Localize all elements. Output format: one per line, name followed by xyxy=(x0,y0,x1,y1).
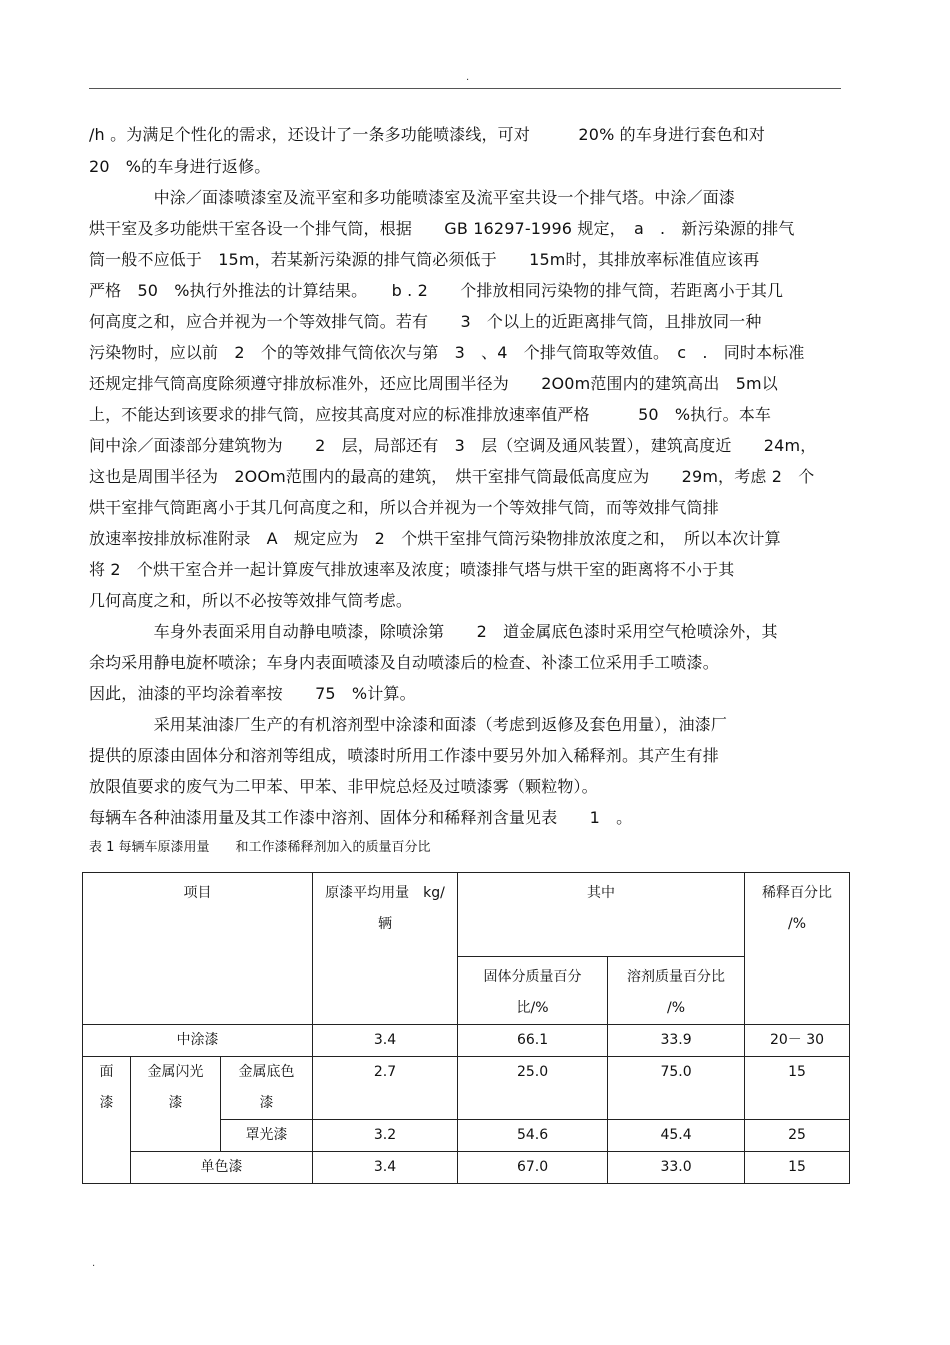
row-usage: 3.2 xyxy=(313,1120,458,1152)
header-rule xyxy=(89,88,841,89)
paragraph-line: 严格 50 %执行外推法的计算结果。 b . 2 个排放相同污染物的排气筒，若距离小于其几 xyxy=(89,281,784,300)
row-usage: 2.7 xyxy=(313,1057,458,1120)
header-solid: 固体分质量百分 比/% xyxy=(458,957,608,1025)
paragraph-line: 烘干室及多功能烘干室各设一个排气筒，根据 GB 16297-1996 规定， a . 新污染源的排气 xyxy=(89,219,795,238)
paragraph-line: 上，不能达到该要求的排气筒，应按其高度对应的标准排放速率值严格 50 %执行。本车 xyxy=(89,405,772,424)
paragraph-line: 余均采用静电旋杯喷涂；车身内表面喷漆及自动喷漆后的检查、补漆工位采用手工喷漆。 xyxy=(89,653,719,672)
paragraph-line: 提供的原漆由固体分和溶剂等组成，喷漆时所用工作漆中要另外加入稀释剂。其产生有排 xyxy=(89,746,719,765)
header-of-which: 其中 xyxy=(458,873,745,957)
row-solid: 67.0 xyxy=(458,1152,608,1184)
group-metallic: 金属闪光 漆 xyxy=(131,1057,221,1152)
paragraph-line: 20 %的车身进行返修。 xyxy=(89,157,271,176)
paragraph-line: 放限值要求的废气为二甲苯、甲苯、非甲烷总烃及过喷漆雾（颗粒物）。 xyxy=(89,777,598,796)
paragraph-line: 将 2 个烘干室合并一起计算废气排放速率及浓度；喷漆排气塔与烘干室的距离将不小于其 xyxy=(89,560,735,579)
header-dot: . xyxy=(466,72,470,83)
header-solvent: 溶剂质量百分比 /% xyxy=(608,957,745,1025)
row-solid: 66.1 xyxy=(458,1025,608,1057)
group-top-coat: 面 漆 xyxy=(83,1057,131,1184)
row-dilution: 20－ 30 xyxy=(745,1025,850,1057)
row-solvent: 33.9 xyxy=(608,1025,745,1057)
paragraph-line: 还规定排气筒高度除须遵守排放标准外，还应比周围半径为 2O0m范围内的建筑高出 5m以 xyxy=(89,374,778,393)
paint-usage-table xyxy=(82,872,850,1184)
paragraph-line: 烘干室排气筒距离小于其几何高度之和，所以合并视为一个等效排气筒，而等效排气筒排 xyxy=(89,498,719,517)
paragraph-line: 这也是周围半径为 2OOm范围内的最高的建筑， 烘干室排气筒最低高度应为 29m，考虑 2 个 xyxy=(89,467,815,486)
row-usage: 3.4 xyxy=(313,1025,458,1057)
paragraph-line: 每辆车各种油漆用量及其工作漆中溶剂、固体分和稀释剂含量见表 1 。 xyxy=(89,808,633,827)
table-caption: 表 1 每辆车原漆用量 和工作漆稀释剂加入的质量百分比 xyxy=(89,840,431,855)
paragraph-line: 采用某油漆厂生产的有机溶剂型中涂漆和面漆（考虑到返修及套色用量），油漆厂 xyxy=(89,715,728,734)
paragraph-line: 何高度之和，应合并视为一个等效排气筒。若有 3 个以上的近距离排气筒，且排放同一种 xyxy=(89,312,762,331)
row-solvent: 75.0 xyxy=(608,1057,745,1120)
paragraph-line: 间中涂／面漆部分建筑物为 2 层，局部还有 3 层（空调及通风装置），建筑高度近 24m， xyxy=(89,436,817,455)
row-solid: 25.0 xyxy=(458,1057,608,1120)
row-usage: 3.4 xyxy=(313,1152,458,1184)
paragraph-line: 车身外表面采用自动静电喷漆，除喷涂第 2 道金属底色漆时采用空气枪喷涂外，其 xyxy=(89,622,778,641)
row-solvent: 33.0 xyxy=(608,1152,745,1184)
table-row xyxy=(83,1057,850,1120)
header-usage: 原漆平均用量 kg/ 辆 xyxy=(313,873,458,1025)
table-row xyxy=(83,1152,850,1184)
row-solvent: 45.4 xyxy=(608,1120,745,1152)
header-item: 项目 xyxy=(83,873,313,1025)
row-dilution: 15 xyxy=(745,1057,850,1120)
paragraph-line: 污染物时，应以前 2 个的等效排气筒依次与第 3 、4 个排气筒取等效值。 c . 同时本标准 xyxy=(89,343,805,362)
row-name: 中涂漆 xyxy=(83,1025,313,1057)
footer-dot: . xyxy=(92,1258,96,1269)
row-name: 单色漆 xyxy=(131,1152,313,1184)
paragraph-line: 中涂／面漆喷漆室及流平室和多功能喷漆室及流平室共设一个排气塔。中涂／面漆 xyxy=(89,188,736,207)
paragraph-line: 因此，油漆的平均涂着率按 75 %计算。 xyxy=(89,684,416,703)
paragraph-line: 几何高度之和，所以不必按等效排气筒考虑。 xyxy=(89,591,413,610)
table-row xyxy=(83,1025,850,1057)
paragraph-line: 筒一般不应低于 15m，若某新污染源的排气筒必须低于 15m时，其排放率标准值应该再 xyxy=(89,250,760,269)
paragraph-line: 放速率按排放标准附录 A 规定应为 2 个烘干室排气筒污染物排放浓度之和， 所以本次计算 xyxy=(89,529,781,548)
header-dilution: 稀释百分比 /% xyxy=(745,873,850,1025)
row-dilution: 25 xyxy=(745,1120,850,1152)
row-solid: 54.6 xyxy=(458,1120,608,1152)
table-header-row xyxy=(83,873,850,957)
row-dilution: 15 xyxy=(745,1152,850,1184)
row-name: 罩光漆 xyxy=(221,1120,313,1152)
row-name: 金属底色 漆 xyxy=(221,1057,313,1120)
paragraph-line: /h 。为满足个性化的需求，还设计了一条多功能喷漆线，可对 20% 的车身进行套色和对 xyxy=(89,125,766,144)
